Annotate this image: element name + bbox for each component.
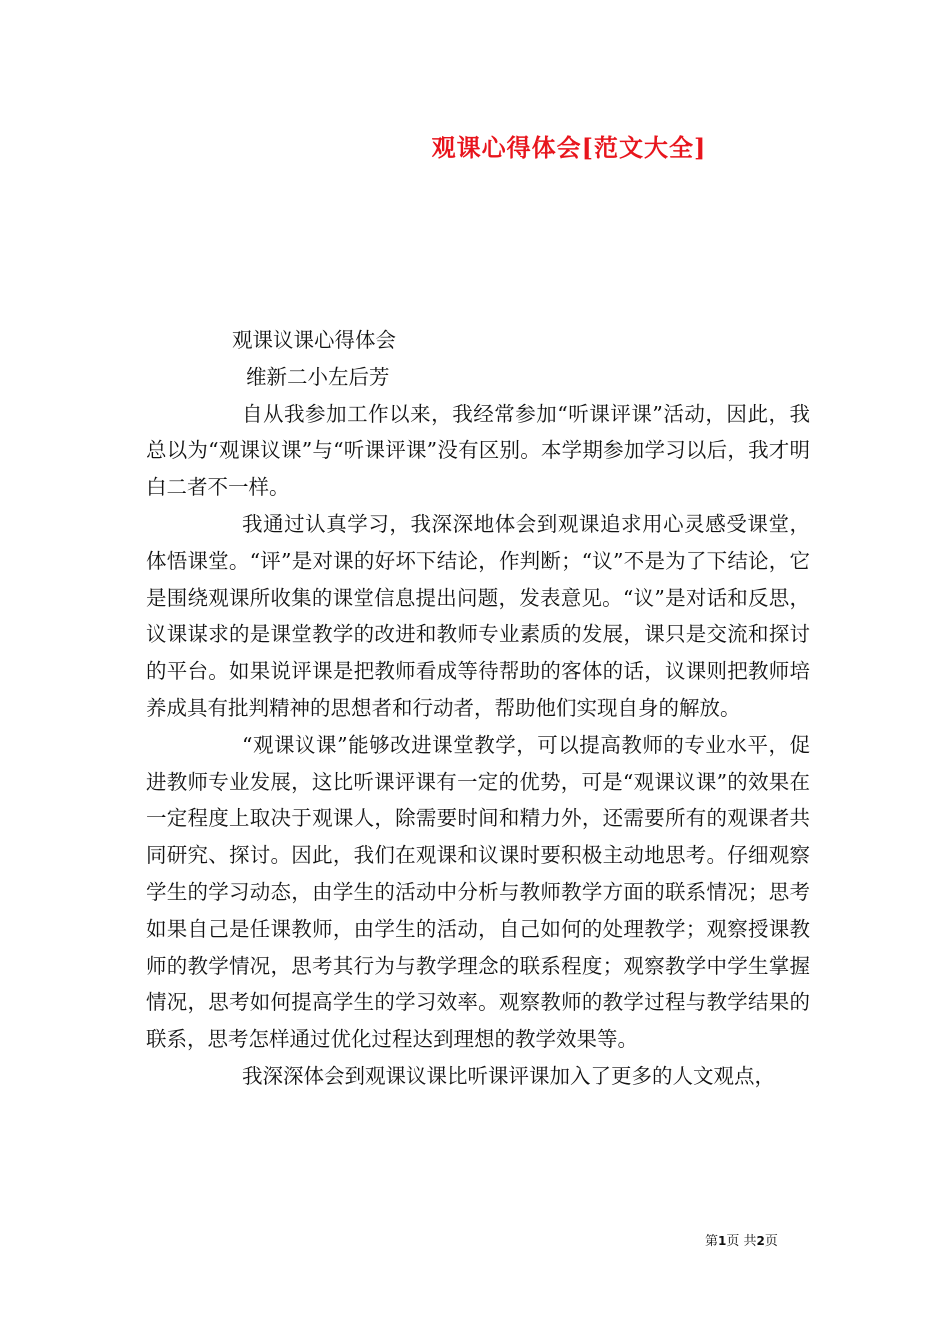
paragraph-3: “观课议课”能够改进课堂教学，可以提高教师的专业水平，促进教师专业发展，这比听课评课有一定的优势，可是“观课议课”的效果在一定程度上取决于观课人，除需要时间和精力外，还需要所有的观课者共同研究、探讨。因此，我们在观课和议课时要积极主动地思考。仔细观察学生的学习动态，由学生的活动中分析与教师教学方面的联系情况；思考如果自己是任课教师，由学生的活动，自己如何的处理教学；观察授课教师的教学情况，思考其行为与教学理念的联系程度；观察教学中学生掌握情况，思考如何提高学生的学习效率。观察教师的教学过程与教学结果的联系，思考怎样通过优化过程达到理想的教学效果等。 bbox=[146, 732, 810, 1052]
footer-prefix: 第 bbox=[705, 1234, 719, 1249]
paragraph-4: 我深深体会到观课议课比听课评课加入了更多的人文观点， bbox=[242, 1063, 775, 1088]
footer-total-pages: 2 bbox=[756, 1234, 765, 1248]
document-title: 观课心得体会[范文大全] bbox=[431, 133, 707, 162]
author-line: 维新二小左后芳 bbox=[246, 364, 390, 389]
paragraph-1: 自从我参加工作以来，我经常参加“听课评课”活动，因此，我总以为“观课议课”与“听课评课”没有区别。本学期参加学习以后，我才明白二者不一样。 bbox=[146, 401, 810, 500]
document-body bbox=[146, 322, 810, 1095]
footer-page-number: 1 bbox=[718, 1234, 727, 1248]
page-footer bbox=[705, 1230, 825, 1249]
sub-title: 观课议课心得体会 bbox=[232, 328, 396, 352]
footer-middle: 页 共 bbox=[726, 1234, 757, 1249]
footer-suffix: 页 bbox=[764, 1234, 778, 1249]
paragraph-2: 我通过认真学习，我深深地体会到观课追求用心灵感受课堂，体悟课堂。“评”是对课的好坏下结论，作判断；“议”不是为了下结论，它是围绕观课所收集的课堂信息提出问题，发表意见。“议”是对话和反思，议课谋求的是课堂教学的改进和教师专业素质的发展，课只是交流和探讨的平台。如果说评课是把教师看成等待帮助的客体的话，议课则把教师培养成具有批判精神的思想者和行动者，帮助他们实现自身的解放。 bbox=[146, 511, 810, 720]
